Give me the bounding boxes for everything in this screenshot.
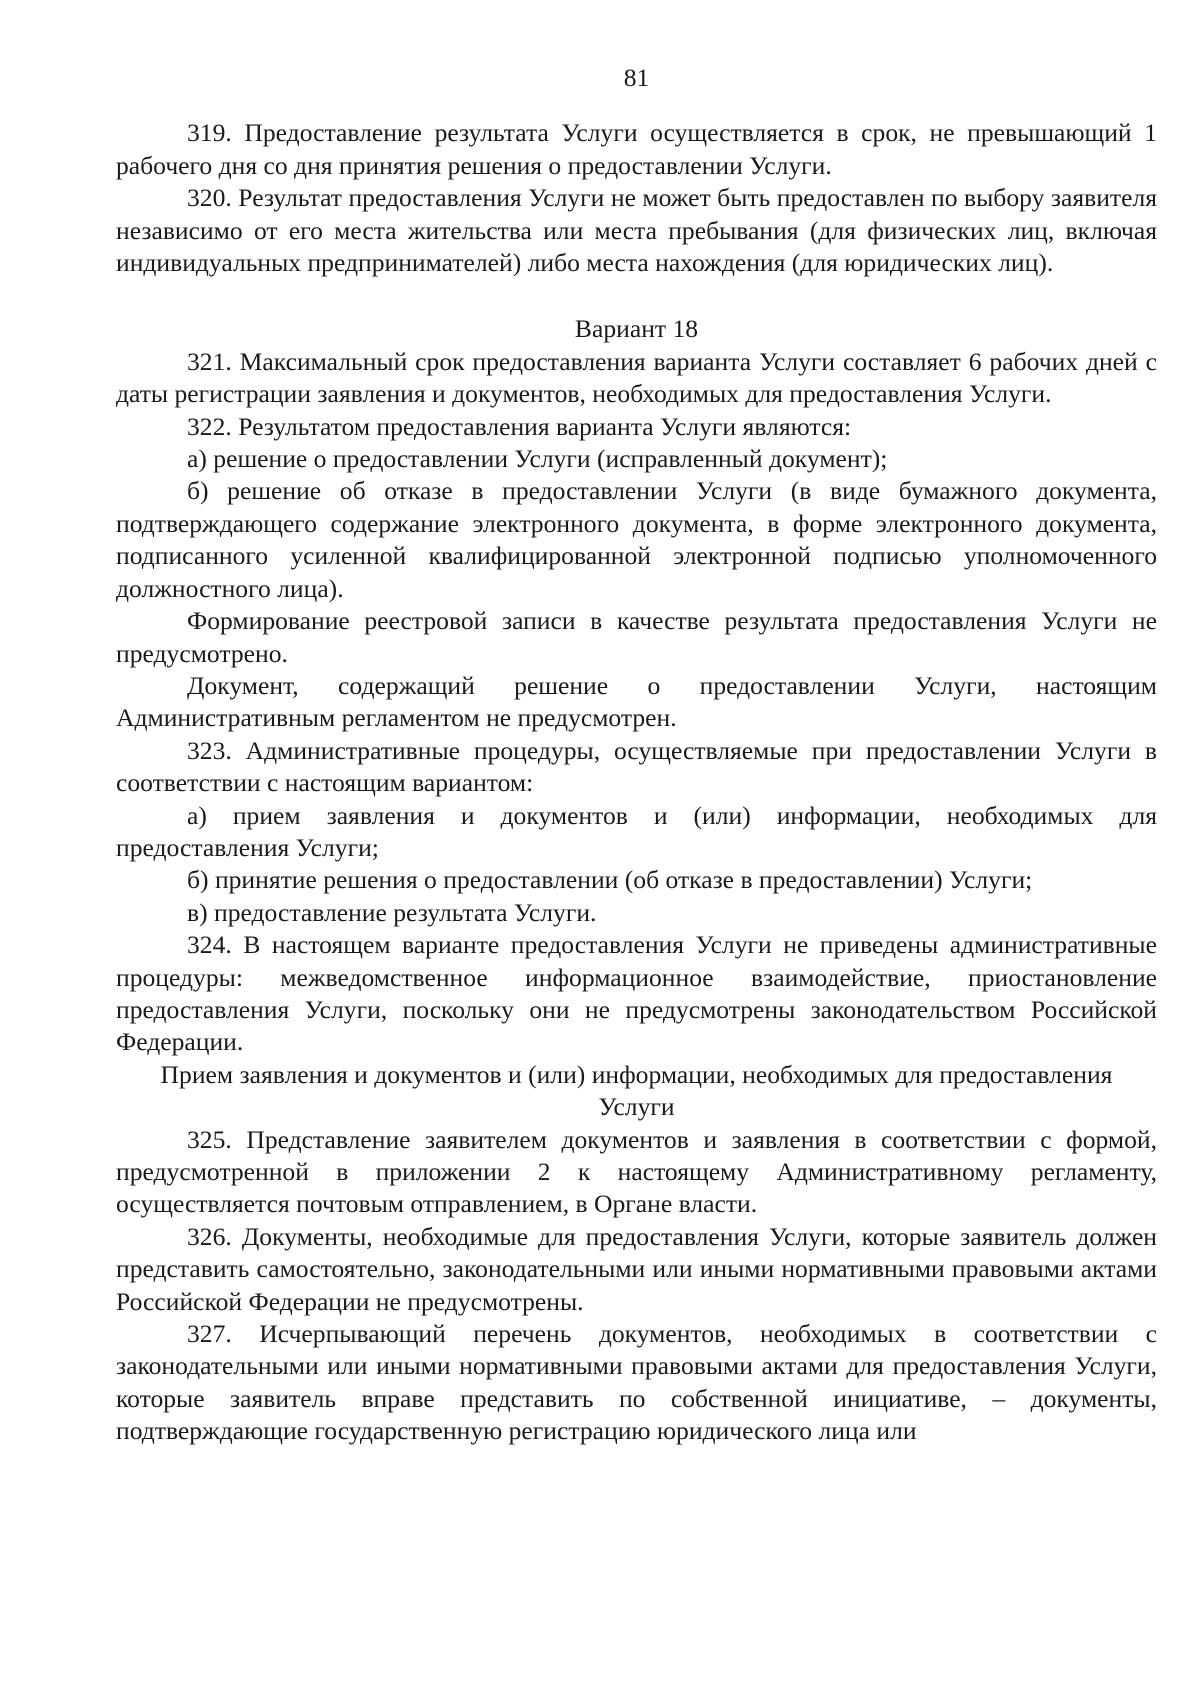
- paragraph-323-item-a: а) прием заявления и документов и (или) информации, необходимых для предоставления Услуги;: [116, 800, 1157, 862]
- paragraph-326: 326. Документы, необходимые для предоставления Услуги, которые заявитель должен представить самостоятельно, законодательными или иными нормативными правовыми актами Российской Федерации не предусмотрены.: [116, 1221, 1157, 1316]
- paragraph-321: 321. Максимальный срок предоставления варианта Услуги составляет 6 рабочих дней с даты регистрации заявления и документов, необходимых для предоставления Услуги.: [116, 346, 1157, 409]
- paragraph-decision-document: Документ, содержащий решение о предоставлении Услуги, настоящим Административным регламентом не предусмотрен.: [116, 670, 1157, 733]
- paragraph-323: 323. Административные процедуры, осуществляемые при предоставлении Услуги в соответствии с настоящим вариантом:: [116, 735, 1157, 798]
- paragraph-322-item-a: а) решение о предоставлении Услуги (исправленный документ);: [187, 444, 888, 474]
- paragraph-324: 324. В настоящем варианте предоставления Услуги не приведены административные процедуры: межведомственное информационное взаимодействие, приостановление предоставления Услуги, поскольку они не предусмотрены законодательством Российской Федерации.: [116, 930, 1157, 1057]
- variant-heading: Вариант 18: [574, 314, 699, 344]
- paragraph-322: 322. Результатом предоставления варианта Услуги являются:: [187, 411, 852, 441]
- paragraph-320: 320. Результат предоставления Услуги не может быть предоставлен по выбору заявителя независимо от его места жительства или места пребывания (для физических лиц, включая индивидуальных предпринимателей) либо места нахождения (для юридических лиц).: [116, 183, 1157, 278]
- paragraph-325: 325. Представление заявителем документов и заявления в соответствии с формой, предусмотренной в приложении 2 к настоящему Административному регламенту, осуществляется почтовым отправлением, в Органе власти.: [116, 1124, 1157, 1219]
- paragraph-323-item-b: б) принятие решения о предоставлении (об отказе в предоставлении) Услуги;: [187, 865, 1033, 895]
- paragraph-322-item-b: б) решение об отказе в предоставлении Услуги (в виде бумажного документа, подтверждающего содержание электронного документа, в форме электронного документа, подписанного усиленной квалифицированной электронной подписью уполномоченного должностного лица).: [116, 476, 1157, 603]
- page-number: 81: [623, 63, 650, 92]
- paragraph-327: 327. Исчерпывающий перечень документов, необходимых в соответствии с законодательными или иными нормативными правовыми актами для предоставления Услуги, которые заявитель вправе представить по собственной инициативе, – документы, подтверждающие государственную регистрацию юридического лица или: [116, 1319, 1157, 1446]
- paragraph-323-item-c: в) предоставление результата Услуги.: [187, 897, 597, 927]
- subsection-heading: Прием заявления и документов и (или) информации, необходимых для предоставления Услуги: [160, 1059, 1113, 1122]
- document-page: [116, 62, 1157, 1448]
- paragraph-319: 319. Предоставление результата Услуги осуществляется в срок, не превышающий 1 рабочего дня со дня принятия решения о предоставлении Услуги.: [116, 118, 1157, 180]
- paragraph-registry-record: Формирование реестровой записи в качестве результата предоставления Услуги не предусмотрено.: [116, 606, 1157, 668]
